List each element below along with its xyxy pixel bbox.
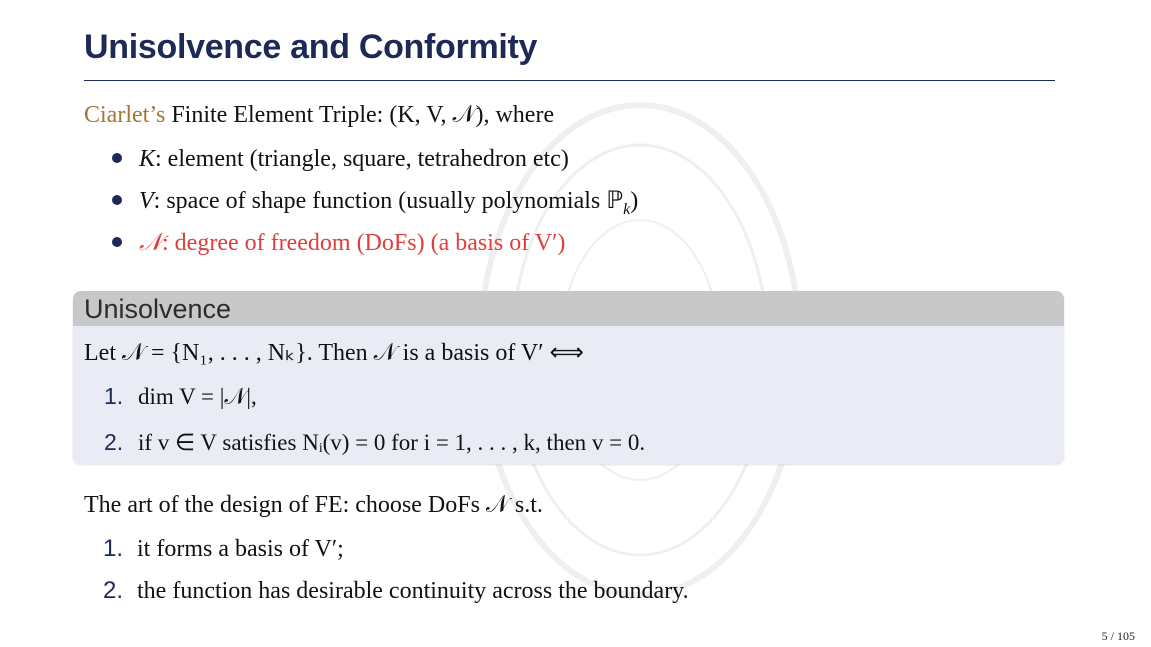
slide-title: Unisolvence and Conformity	[84, 28, 538, 66]
intro-text: Finite Element Triple:	[171, 102, 384, 128]
bullet-symbol: V	[139, 188, 154, 214]
bullet-shape-space	[112, 186, 638, 228]
block-title: Unisolvence	[73, 291, 1064, 326]
design-item-2	[103, 577, 689, 605]
intro-line	[84, 102, 554, 129]
bullet-symbol: K	[139, 146, 156, 172]
bullet-dofs	[112, 228, 638, 270]
item-text: dim V = |𝒩|,	[138, 384, 257, 409]
block-item-1	[104, 383, 257, 410]
bullet-text: : space of shape function (usually polynomials	[153, 188, 607, 214]
item-number: 1.	[104, 383, 124, 409]
item-text: if v ∈ V satisfies Nᵢ(v) = 0 for i = 1, . . . , k, then v = 0.	[138, 430, 646, 455]
bullet-text: : degree of freedom (DoFs) (a basis of V′)	[162, 230, 566, 256]
intro-suffix: , where	[483, 102, 555, 128]
bullet-close-paren: )	[630, 188, 639, 214]
bullet-polynomial-symbol: ℙ	[606, 188, 624, 214]
block-item-2	[104, 429, 645, 456]
bullet-dot	[112, 237, 122, 247]
page-number: 5 / 105	[1101, 629, 1135, 643]
item-text: the function has desirable continuity across the boundary.	[137, 578, 689, 604]
ciarlet-name: Ciarlet’s	[84, 102, 166, 128]
bullet-text: : element (triangle, square, tetrahedron etc)	[155, 146, 569, 172]
bullet-dot	[112, 153, 122, 163]
item-number: 2.	[104, 429, 124, 455]
design-item-1	[103, 535, 344, 563]
design-statement: The art of the design of FE: choose DoFs 𝒩 s.t.	[84, 492, 543, 518]
block-statement: Let 𝒩 = {N₁, . . . , Nₖ}. Then 𝒩 is a basis of V′ ⟺	[84, 340, 584, 366]
bullet-symbol: 𝒩	[139, 230, 162, 256]
bullet-polynomial-subscript: k	[623, 200, 631, 218]
item-text: it forms a basis of V′;	[137, 536, 344, 562]
bullet-element	[112, 144, 638, 186]
title-divider	[84, 80, 1055, 81]
triple-bullet-list	[112, 144, 638, 270]
unisolvence-block	[73, 291, 1064, 464]
item-number: 2.	[103, 577, 124, 604]
intro-triple: (K, V, 𝒩)	[389, 102, 484, 128]
bullet-dot	[112, 195, 122, 205]
item-number: 1.	[103, 535, 124, 562]
